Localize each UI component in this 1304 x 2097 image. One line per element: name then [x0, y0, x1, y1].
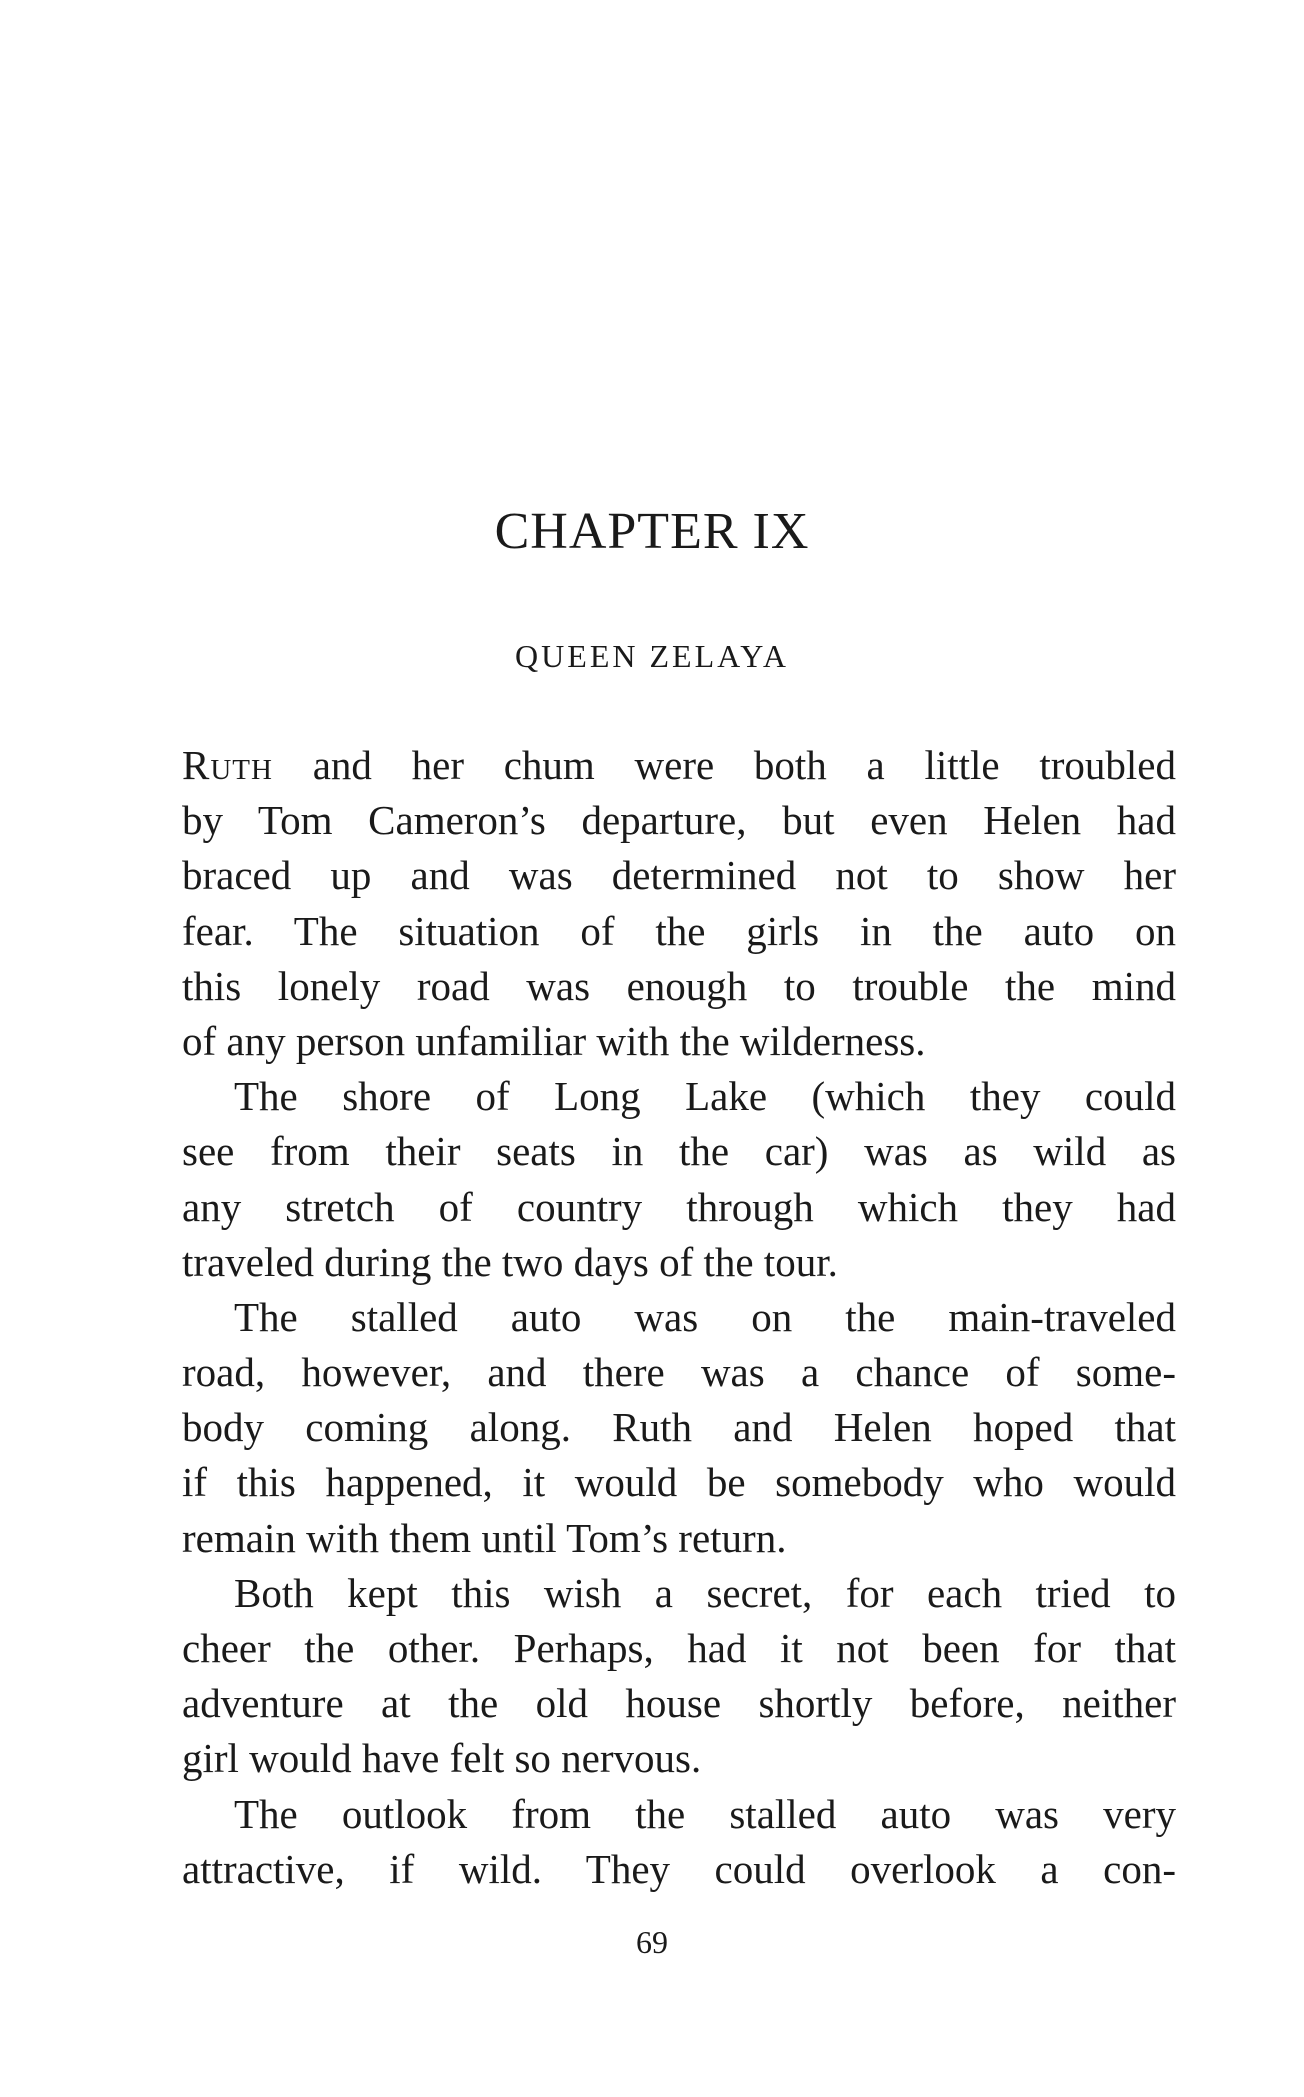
text-line: see from their seats in the car) was as wild as — [182, 1128, 1176, 1175]
text-line: attractive, if wild. They could overlook a con- — [182, 1845, 1176, 1892]
text-line: girl would have felt so nervous. — [182, 1735, 702, 1782]
text-line: this lonely road was enough to trouble the mind — [182, 962, 1176, 1009]
paragraph — [182, 738, 1176, 1069]
paragraph — [182, 1290, 1176, 1566]
text-line: The outlook from the stalled auto was very — [234, 1790, 1176, 1837]
drop-word: Ruth — [182, 742, 273, 788]
text-line: traveled during the two days of the tour. — [182, 1238, 838, 1285]
text-line: by Tom Cameron’s departure, but even Helen had — [182, 797, 1176, 844]
chapter-title: QUEEN ZELAYA — [515, 638, 789, 674]
paragraph — [182, 1787, 1176, 1897]
body-text — [182, 738, 1176, 1897]
text-line: any stretch of country through which they had — [182, 1183, 1176, 1230]
text-line: if this happened, it would be somebody who would — [182, 1459, 1176, 1506]
text-line: The shore of Long Lake (which they could — [234, 1073, 1176, 1120]
text-line: body coming along. Ruth and Helen hoped that — [182, 1404, 1176, 1451]
text-line: fear. The situation of the girls in the auto on — [182, 907, 1176, 954]
text-line: cheer the other. Perhaps, had it not been for that — [182, 1625, 1176, 1671]
text-line: road, however, and there was a chance of some- — [182, 1349, 1176, 1396]
paragraph — [182, 1566, 1176, 1787]
text-line: of any person unfamiliar with the wilderness. — [182, 1017, 926, 1064]
page-number: 69 — [636, 1924, 668, 1960]
chapter-heading: CHAPTER IX — [494, 503, 810, 560]
text-line: The stalled auto was on the main-traveled — [234, 1293, 1176, 1340]
text-line: Both kept this wish a secret, for each tried to — [234, 1569, 1176, 1616]
text-line: Ruth and her chum were both a little troubled — [182, 742, 1176, 788]
paragraph — [182, 1069, 1176, 1290]
text-line: adventure at the old house shortly before, neither — [182, 1680, 1176, 1727]
text-line: braced up and was determined not to show her — [182, 852, 1176, 899]
text-line: remain with them until Tom’s return. — [182, 1514, 787, 1561]
